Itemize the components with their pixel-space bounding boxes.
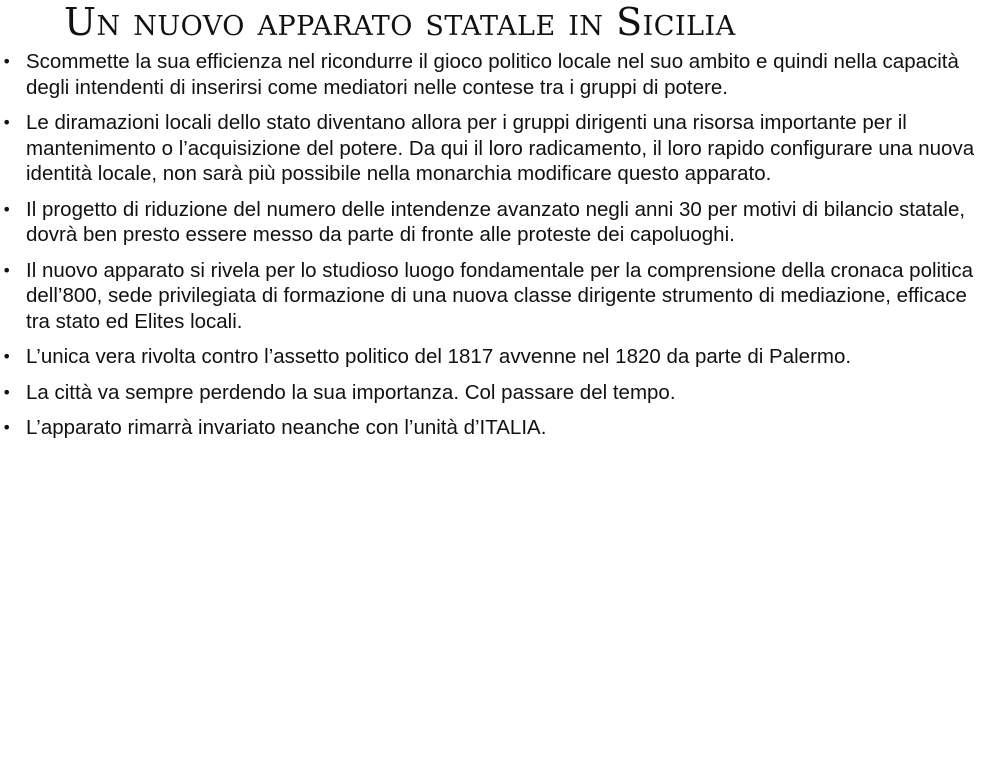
bullet-item — [0, 415, 990, 441]
bullet-item — [0, 344, 990, 370]
bullet-text: L’unica vera rivolta contro l’assetto politico del 1817 avvenne nel 1820 da parte di Palermo. — [26, 345, 852, 368]
bullet-item — [0, 258, 990, 335]
bullet-icon: • — [2, 382, 12, 402]
bullet-item — [0, 110, 990, 187]
bullet-text: La città va sempre perdendo la sua importanza. Col passare del tempo. — [26, 380, 676, 404]
bullet-icon: • — [2, 113, 12, 132]
bullet-icon: • — [2, 199, 12, 219]
bullet-text: Il nuovo apparato si rivela per lo studioso luogo fondamentale per la comprensione della cronaca politica dell’800, sede privilegiata di formazione di una nuova classe dirigente strumento di mediazione, efficace tra stato ed Elites locali. — [26, 258, 973, 333]
bullet-icon: • — [2, 52, 12, 71]
bullet-list — [0, 49, 990, 451]
bullet-text: Le diramazioni locali dello stato diventano allora per i gruppi dirigenti una risorsa importante per il mantenimento o l’acquisizione del potere. Da qui il loro radicamento, il loro rapido configurare una nuova identità locale, non sarà più possibile nella monarchia modificare questo apparato. — [26, 111, 975, 185]
bullet-icon: • — [2, 347, 12, 366]
slide-title: Un nuovo apparato statale in Sicilia — [64, 0, 736, 44]
bullet-text: Il progetto di riduzione del numero delle intendenze avanzato negli anni 30 per motivi di bilancio statale, dovrà ben presto essere messo da parte di fronte alle proteste dei capoluoghi. — [26, 197, 966, 246]
bullet-item — [0, 49, 990, 100]
bullet-text: L’apparato rimarrà invariato neanche con l’unità d’ITALIA. — [26, 416, 547, 439]
bullet-text: Scommette la sua efficienza nel ricondurre il gioco politico locale nel suo ambito e quindi nella capacità degli intendenti di inserirsi come mediatori nelle contese tra i gruppi di potere. — [26, 50, 959, 99]
bullet-icon: • — [2, 418, 12, 437]
bullet-item — [0, 380, 990, 406]
bullet-item — [0, 197, 990, 248]
bullet-icon: • — [2, 260, 12, 280]
